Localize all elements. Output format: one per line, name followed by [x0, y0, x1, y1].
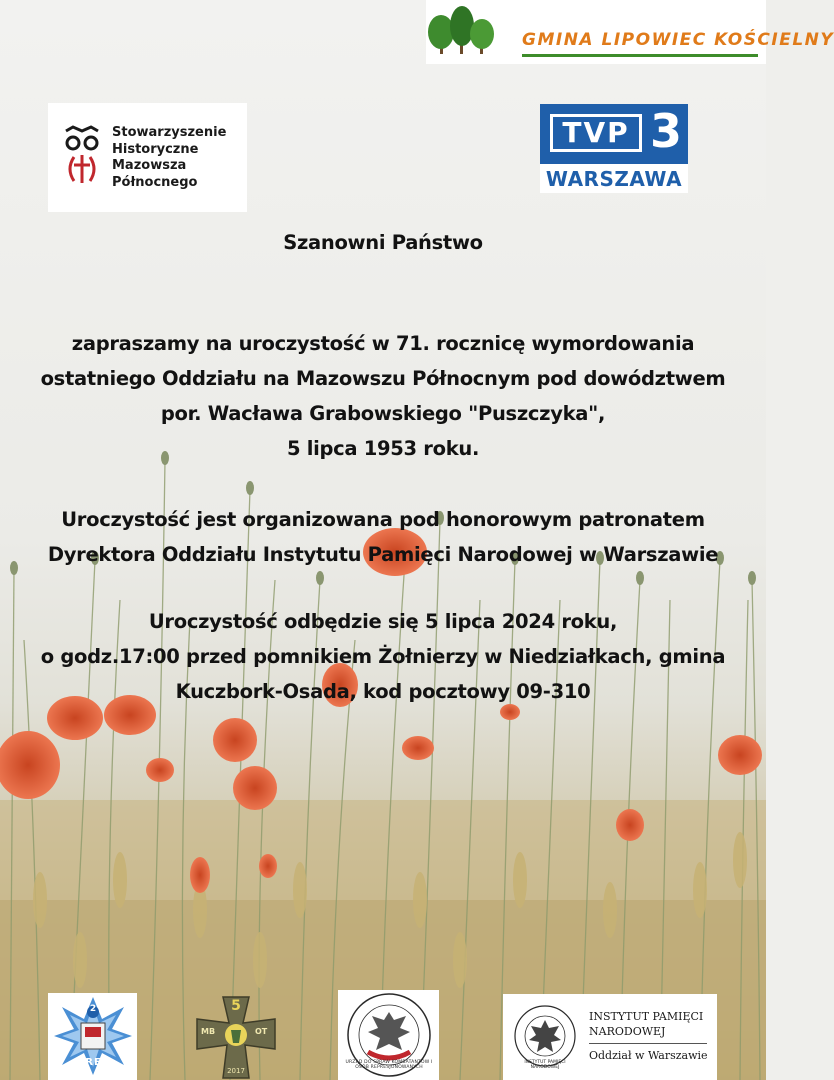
gmina-name	[522, 30, 834, 50]
event-line-2: o godz.17:00 przed pomnikiem Żołnierzy w Niedziałkach, gmina	[40, 645, 726, 668]
shmp-name	[112, 125, 226, 191]
mb-ot-left: MB	[201, 1027, 216, 1036]
invitation-paragraph	[0, 326, 766, 466]
shmp-logo	[48, 103, 247, 212]
event-line-1: Uroczystość odbędzie się 5 lipca 2024 roku,	[148, 610, 618, 633]
ipn-logo	[503, 994, 717, 1080]
udskiosr-text: URZĄD DO SPRAW KOMBATANTÓW I OSÓB REPRESJONOWANYCH	[345, 1060, 433, 1070]
tvp-number: 3	[649, 104, 682, 158]
shmp-line-3: Mazowsza	[112, 158, 187, 173]
ipn-divider	[589, 1043, 707, 1044]
ipn-line-2: NARODOWEJ	[589, 1025, 666, 1038]
mb-ot-right: OT	[255, 1027, 268, 1036]
ipn-seal-text: INSTYTUT PAMIĘCI NARODOWEJ	[524, 1060, 566, 1070]
greeting	[0, 225, 766, 260]
ipn-line-1: INSTYTUT PAMIĘCI	[589, 1010, 704, 1023]
mb-ot-badge	[193, 993, 279, 1080]
shmp-line-2: Historyczne	[112, 141, 199, 157]
shmp-emblem-icon	[62, 125, 102, 187]
gmina-lipowiec-logo	[426, 0, 834, 64]
greeting-text: Szanowni Państwo	[283, 231, 483, 254]
invitation-line-1: zapraszamy na uroczystość w 71. rocznicę wymordowania	[71, 332, 695, 355]
ipn-branch: Oddział w Warszawie	[589, 1049, 708, 1062]
mb-ot-year: 2017	[227, 1067, 245, 1075]
trees-icon	[426, 4, 498, 56]
patronage-line-1: Uroczystość jest organizowana pod honorowym patronatem	[61, 508, 705, 531]
invitation-line-2: ostatniego Oddziału na Mazowszu Północnym pod dowództwem	[40, 367, 726, 390]
orel-text: OREL	[75, 1057, 110, 1068]
tvp-box: TVP	[550, 114, 642, 152]
shmp-line-4: Północnego	[112, 174, 198, 190]
event-line-3: Kuczbork-Osada, kod pocztowy 09-310	[175, 680, 591, 703]
invitation-line-4: 5 lipca 1953 roku.	[286, 437, 480, 460]
patronage-line-2: Dyrektora Oddziału Instytutu Pamięci Narodowej w Warszawie	[47, 543, 719, 566]
gmina-underline	[522, 54, 758, 57]
shmp-line-1: Stowarzyszenie	[112, 125, 227, 140]
patronage-paragraph	[0, 502, 766, 572]
udskiosr-seal	[338, 990, 439, 1080]
ipn-seal-icon	[513, 1004, 577, 1068]
orel-badge	[48, 993, 137, 1080]
tvp3-warszawa-logo	[540, 104, 688, 193]
tvp-city: WARSZAWA	[545, 167, 683, 191]
orel-number: 2	[89, 1004, 97, 1014]
mb-ot-number: 5	[231, 998, 241, 1014]
gmina-name-text: GMINA LIPOWIEC KOŚCIELNY	[522, 30, 834, 50]
invitation-line-3: por. Wacława Grabowskiego "Puszczyka",	[160, 402, 606, 425]
event-details-paragraph	[0, 604, 766, 709]
